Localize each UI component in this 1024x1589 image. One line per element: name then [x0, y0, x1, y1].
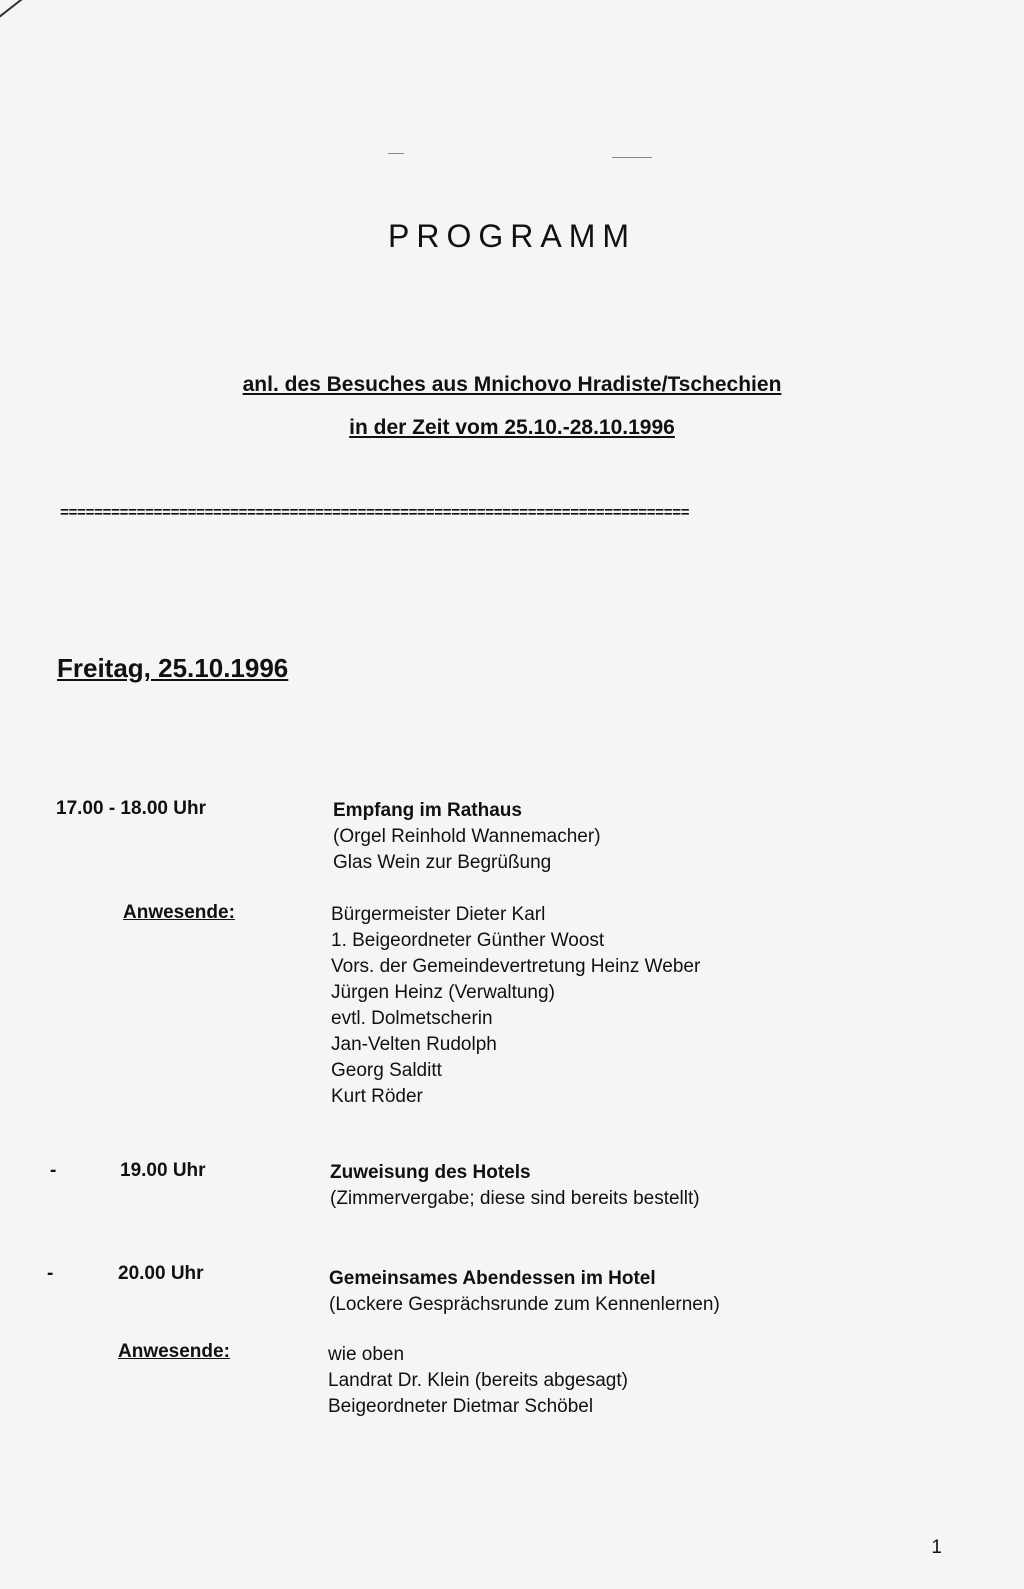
entry-description	[329, 1266, 720, 1318]
attendee: 1. Beigeordneter Günther Woost	[331, 930, 605, 951]
entry-description	[330, 1160, 700, 1212]
attendee: Beigeordneter Dietmar Schöbel	[328, 1396, 594, 1417]
entry-description	[333, 798, 601, 876]
entry-detail: (Lockere Gesprächsrunde zum Kennenlernen)	[329, 1294, 720, 1315]
attendee: Landrat Dr. Klein (bereits abgesagt)	[328, 1370, 628, 1391]
attendee: wie oben	[328, 1344, 405, 1365]
attendees-label: Anwesende:	[123, 902, 235, 923]
attendee: Bürgermeister Dieter Karl	[331, 904, 546, 925]
entry-time: 20.00 Uhr	[118, 1263, 204, 1284]
attendee: Jan-Velten Rudolph	[331, 1034, 497, 1055]
day-heading: Freitag, 25.10.1996	[57, 653, 289, 683]
entry-heading: Zuweisung des Hotels	[330, 1162, 531, 1183]
subtitle-dates: in der Zeit vom 25.10.-28.10.1996	[349, 416, 675, 439]
attendees-list	[328, 1342, 628, 1420]
entry-heading: Empfang im Rathaus	[333, 800, 522, 821]
entry-time: 19.00 Uhr	[120, 1160, 206, 1181]
entry-dash: -	[47, 1263, 54, 1284]
attendee: Georg Salditt	[331, 1060, 442, 1081]
subtitle-visit: anl. des Besuches aus Mnichovo Hradiste/Tschechien	[242, 373, 782, 396]
entry-detail: (Orgel Reinhold Wannemacher)	[333, 826, 601, 847]
attendee: Kurt Röder	[331, 1086, 423, 1107]
entry-time: 17.00 - 18.00 Uhr	[56, 798, 206, 819]
corner-pen-mark	[0, 0, 34, 22]
page-number: 1	[931, 1537, 942, 1558]
attendees-label: Anwesende:	[118, 1341, 230, 1362]
ink-speck	[388, 153, 404, 154]
separator-line: ==========================================================================	[60, 505, 690, 522]
entry-heading: Gemeinsames Abendessen im Hotel	[329, 1268, 656, 1289]
entry-detail: Glas Wein zur Begrüßung	[333, 852, 552, 873]
entry-detail: (Zimmervergabe; diese sind bereits bestellt)	[330, 1188, 700, 1209]
attendee: evtl. Dolmetscherin	[331, 1008, 493, 1029]
entry-dash: -	[50, 1160, 57, 1181]
document-title: PROGRAMM	[388, 218, 636, 254]
ink-speck	[612, 157, 652, 158]
attendee: Jürgen Heinz (Verwaltung)	[331, 982, 555, 1003]
attendee: Vors. der Gemeindevertretung Heinz Weber	[331, 956, 701, 977]
attendees-list	[331, 902, 700, 1110]
